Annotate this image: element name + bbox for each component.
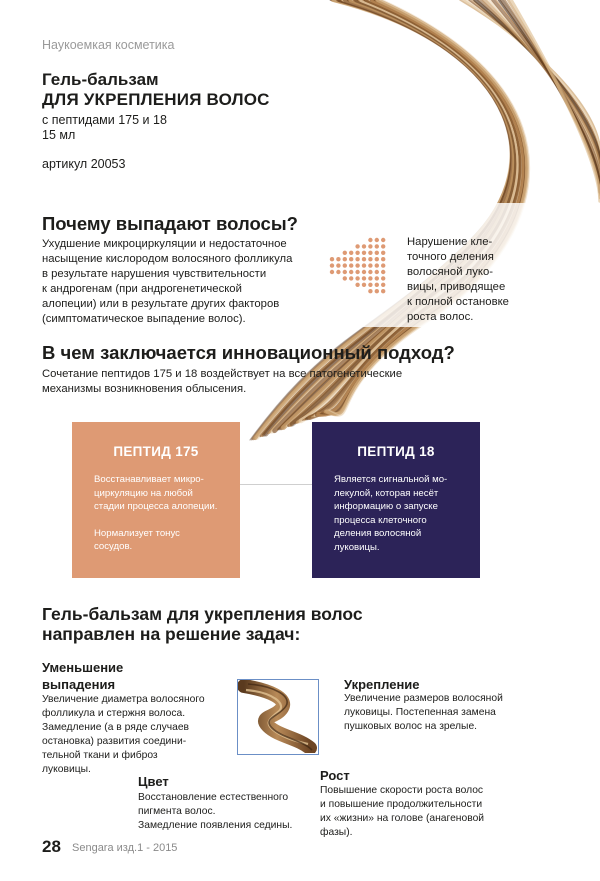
- product-title-caps: ДЛЯ УКРЕПЛЕНИЯ ВОЛОС: [42, 90, 270, 109]
- task-text-line: Увеличение размеров волосяной: [344, 693, 503, 704]
- arrow-dot: [381, 270, 385, 274]
- why-body-line: в результате нарушения чувствительности: [42, 268, 267, 280]
- task-text-line: Повышение скорости роста волос: [320, 785, 484, 796]
- arrow-dot: [375, 283, 379, 287]
- tasks-heading: [42, 604, 363, 644]
- peptide-175-card: [72, 422, 240, 578]
- peptide-18-title: ПЕПТИД 18: [357, 444, 435, 459]
- task-text-line: Восстановление естественного: [138, 792, 289, 803]
- arrow-dot: [355, 276, 359, 280]
- card-line: информацию о запуске: [334, 501, 438, 512]
- why-body: [42, 237, 292, 327]
- task-text-line: Увеличение диаметра волосяного: [42, 694, 205, 705]
- card-line: процесса клеточного: [334, 514, 427, 526]
- arrow-dot: [381, 244, 385, 248]
- arrow-dot: [343, 257, 347, 261]
- card-line: лекулой, которая несёт: [334, 487, 439, 499]
- arrow-dot: [349, 276, 353, 280]
- arrow-dot: [330, 263, 334, 267]
- arrow-dot: [381, 238, 385, 242]
- arrow-dot: [336, 257, 340, 261]
- arrow-dot: [368, 251, 372, 255]
- arrow-dot: [355, 257, 359, 261]
- arrow-dot: [381, 289, 385, 293]
- arrow-dot: [362, 270, 366, 274]
- peptide-175-title: ПЕПТИД 175: [113, 444, 199, 459]
- arrow-dot: [368, 276, 372, 280]
- arrow-dot: [368, 270, 372, 274]
- innovation-body: [42, 367, 402, 397]
- task-text-line: фазы).: [320, 827, 353, 838]
- why-body-line: (симптоматическое выпадение волос).: [42, 313, 246, 325]
- arrow-dot: [343, 263, 347, 267]
- tasks-heading-line: направлен на решение задач:: [42, 624, 301, 644]
- why-heading: Почему выпадают волосы?: [42, 213, 298, 234]
- arrow-dot: [336, 263, 340, 267]
- arrow-dot: [349, 257, 353, 261]
- arrow-dot: [343, 270, 347, 274]
- task-title-line: Уменьшение: [42, 660, 124, 675]
- arrow-dot: [368, 244, 372, 248]
- card-line: сосудов.: [94, 541, 133, 552]
- card-line: циркуляцию на любой: [94, 487, 193, 499]
- arrow-dot: [362, 257, 366, 261]
- card-line: Восстанавливает микро-: [94, 474, 204, 485]
- peptide-175-text: [94, 473, 218, 554]
- peptide-18-card: [312, 422, 480, 578]
- why-result: [407, 235, 509, 325]
- task-text-strengthen: [344, 692, 503, 734]
- arrow-dot: [375, 289, 379, 293]
- why-body-line: насыщение кислородом волосяного фолликула: [42, 253, 293, 265]
- task-text-line: пушковых волос на зрелые.: [344, 721, 478, 732]
- task-text-line: Замедление появления седины.: [138, 820, 293, 831]
- card-line: деления волосяной: [334, 528, 422, 539]
- page-number: 28: [42, 837, 61, 856]
- arrow-dot: [349, 251, 353, 255]
- arrow-dot: [355, 244, 359, 248]
- product-volume: 15 мл: [42, 128, 76, 142]
- task-title-line: выпадения: [42, 677, 116, 692]
- arrow-dot: [375, 251, 379, 255]
- tasks-heading-line: Гель-бальзам для укрепления волос: [42, 604, 363, 624]
- why-result-line: вицы, приводящее: [407, 281, 506, 293]
- arrow-dot: [381, 257, 385, 261]
- arrow-dot: [330, 257, 334, 261]
- arrow-dot: [381, 263, 385, 267]
- task-text-line: луковицы. Постепенная замена: [344, 707, 496, 718]
- arrow-dot: [375, 257, 379, 261]
- task-text-line: фолликула и стержня волоса.: [42, 708, 186, 719]
- card-line: Нормализует тонус: [94, 527, 180, 539]
- arrow-dot: [362, 263, 366, 267]
- why-result-line: волосяной луко-: [407, 266, 494, 278]
- task-text-color: [138, 791, 292, 833]
- arrow-dot: [375, 238, 379, 242]
- why-result-line: к полной остановке: [407, 296, 509, 308]
- arrow-dot: [381, 283, 385, 287]
- arrow-dot: [375, 270, 379, 274]
- task-text-reduce-loss: [42, 693, 205, 777]
- arrow-dot: [349, 270, 353, 274]
- dotted-arrow-icon: [328, 236, 390, 296]
- product-subtitle: с пептидами 175 и 18: [42, 113, 167, 127]
- arrow-dot: [355, 283, 359, 287]
- arrow-dot: [336, 270, 340, 274]
- peptide-18-text: [334, 473, 458, 554]
- arrow-dot: [368, 283, 372, 287]
- arrow-dot: [355, 263, 359, 267]
- arrow-dot: [362, 244, 366, 248]
- arrow-dot: [343, 276, 347, 280]
- arrow-dot: [349, 263, 353, 267]
- card-line: Является сигнальной мо-: [334, 474, 448, 485]
- arrow-dot: [368, 263, 372, 267]
- why-result-line: Нарушение кле-: [407, 236, 493, 248]
- section-label: Наукоемкая косметика: [42, 38, 175, 52]
- why-body-line: к андрогенам (при андрогенетической: [42, 283, 242, 295]
- task-text-line: тельной ткани и фиброз: [42, 750, 158, 761]
- arrow-dot: [381, 251, 385, 255]
- task-text-line: их «жизни» на голове (анагеновой: [320, 813, 485, 824]
- task-title-growth: Рост: [320, 768, 350, 783]
- product-article: артикул 20053: [42, 157, 126, 171]
- arrow-dot: [362, 276, 366, 280]
- arrow-dot: [362, 283, 366, 287]
- innovation-body-line: Сочетание пептидов 175 и 18 воздействует на все патогенетические: [42, 368, 403, 380]
- task-text-line: пигмента волос.: [138, 806, 216, 817]
- task-text-line: остановка) развития соедини-: [42, 736, 187, 747]
- why-body-line: Ухудшение микроциркуляции и недостаточное: [42, 238, 287, 250]
- task-text-line: и повышение продолжительности: [320, 799, 483, 810]
- arrow-dot: [355, 270, 359, 274]
- why-body-line: алопеции) или в результате других факторов: [42, 298, 280, 310]
- innovation-heading: В чем заключается инновационный подход?: [42, 342, 455, 363]
- arrow-dot: [375, 263, 379, 267]
- task-title-reduce-loss: [42, 659, 123, 693]
- publication-meta: Sengara изд.1 - 2015: [72, 842, 178, 854]
- why-result-line: роста волос.: [407, 311, 474, 323]
- card-line: стадии процесса алопеции.: [94, 501, 218, 512]
- arrow-dot: [330, 270, 334, 274]
- innovation-body-line: механизмы возникновения облысения.: [42, 383, 247, 395]
- arrow-dot: [355, 251, 359, 255]
- arrow-dot: [368, 257, 372, 261]
- hair-twist-photo: [237, 679, 319, 755]
- arrow-dot: [381, 276, 385, 280]
- arrow-dot: [375, 276, 379, 280]
- task-title-strengthen: Укрепление: [344, 677, 420, 692]
- task-title-color: Цвет: [138, 774, 169, 789]
- hair-twist-image: [238, 680, 317, 753]
- arrow-dot: [368, 238, 372, 242]
- arrow-dot: [368, 289, 372, 293]
- arrow-dot: [375, 244, 379, 248]
- card-connector: [240, 484, 312, 485]
- arrow-dot: [362, 251, 366, 255]
- arrow-dot: [343, 251, 347, 255]
- task-text-growth: [320, 784, 484, 840]
- product-title: Гель-бальзам: [42, 70, 159, 89]
- task-text-line: Замедление (а в ряде случаев: [42, 722, 190, 733]
- card-line: луковицы.: [334, 541, 380, 553]
- task-text-line: луковицы.: [42, 764, 91, 775]
- why-result-line: точного деления: [407, 251, 494, 263]
